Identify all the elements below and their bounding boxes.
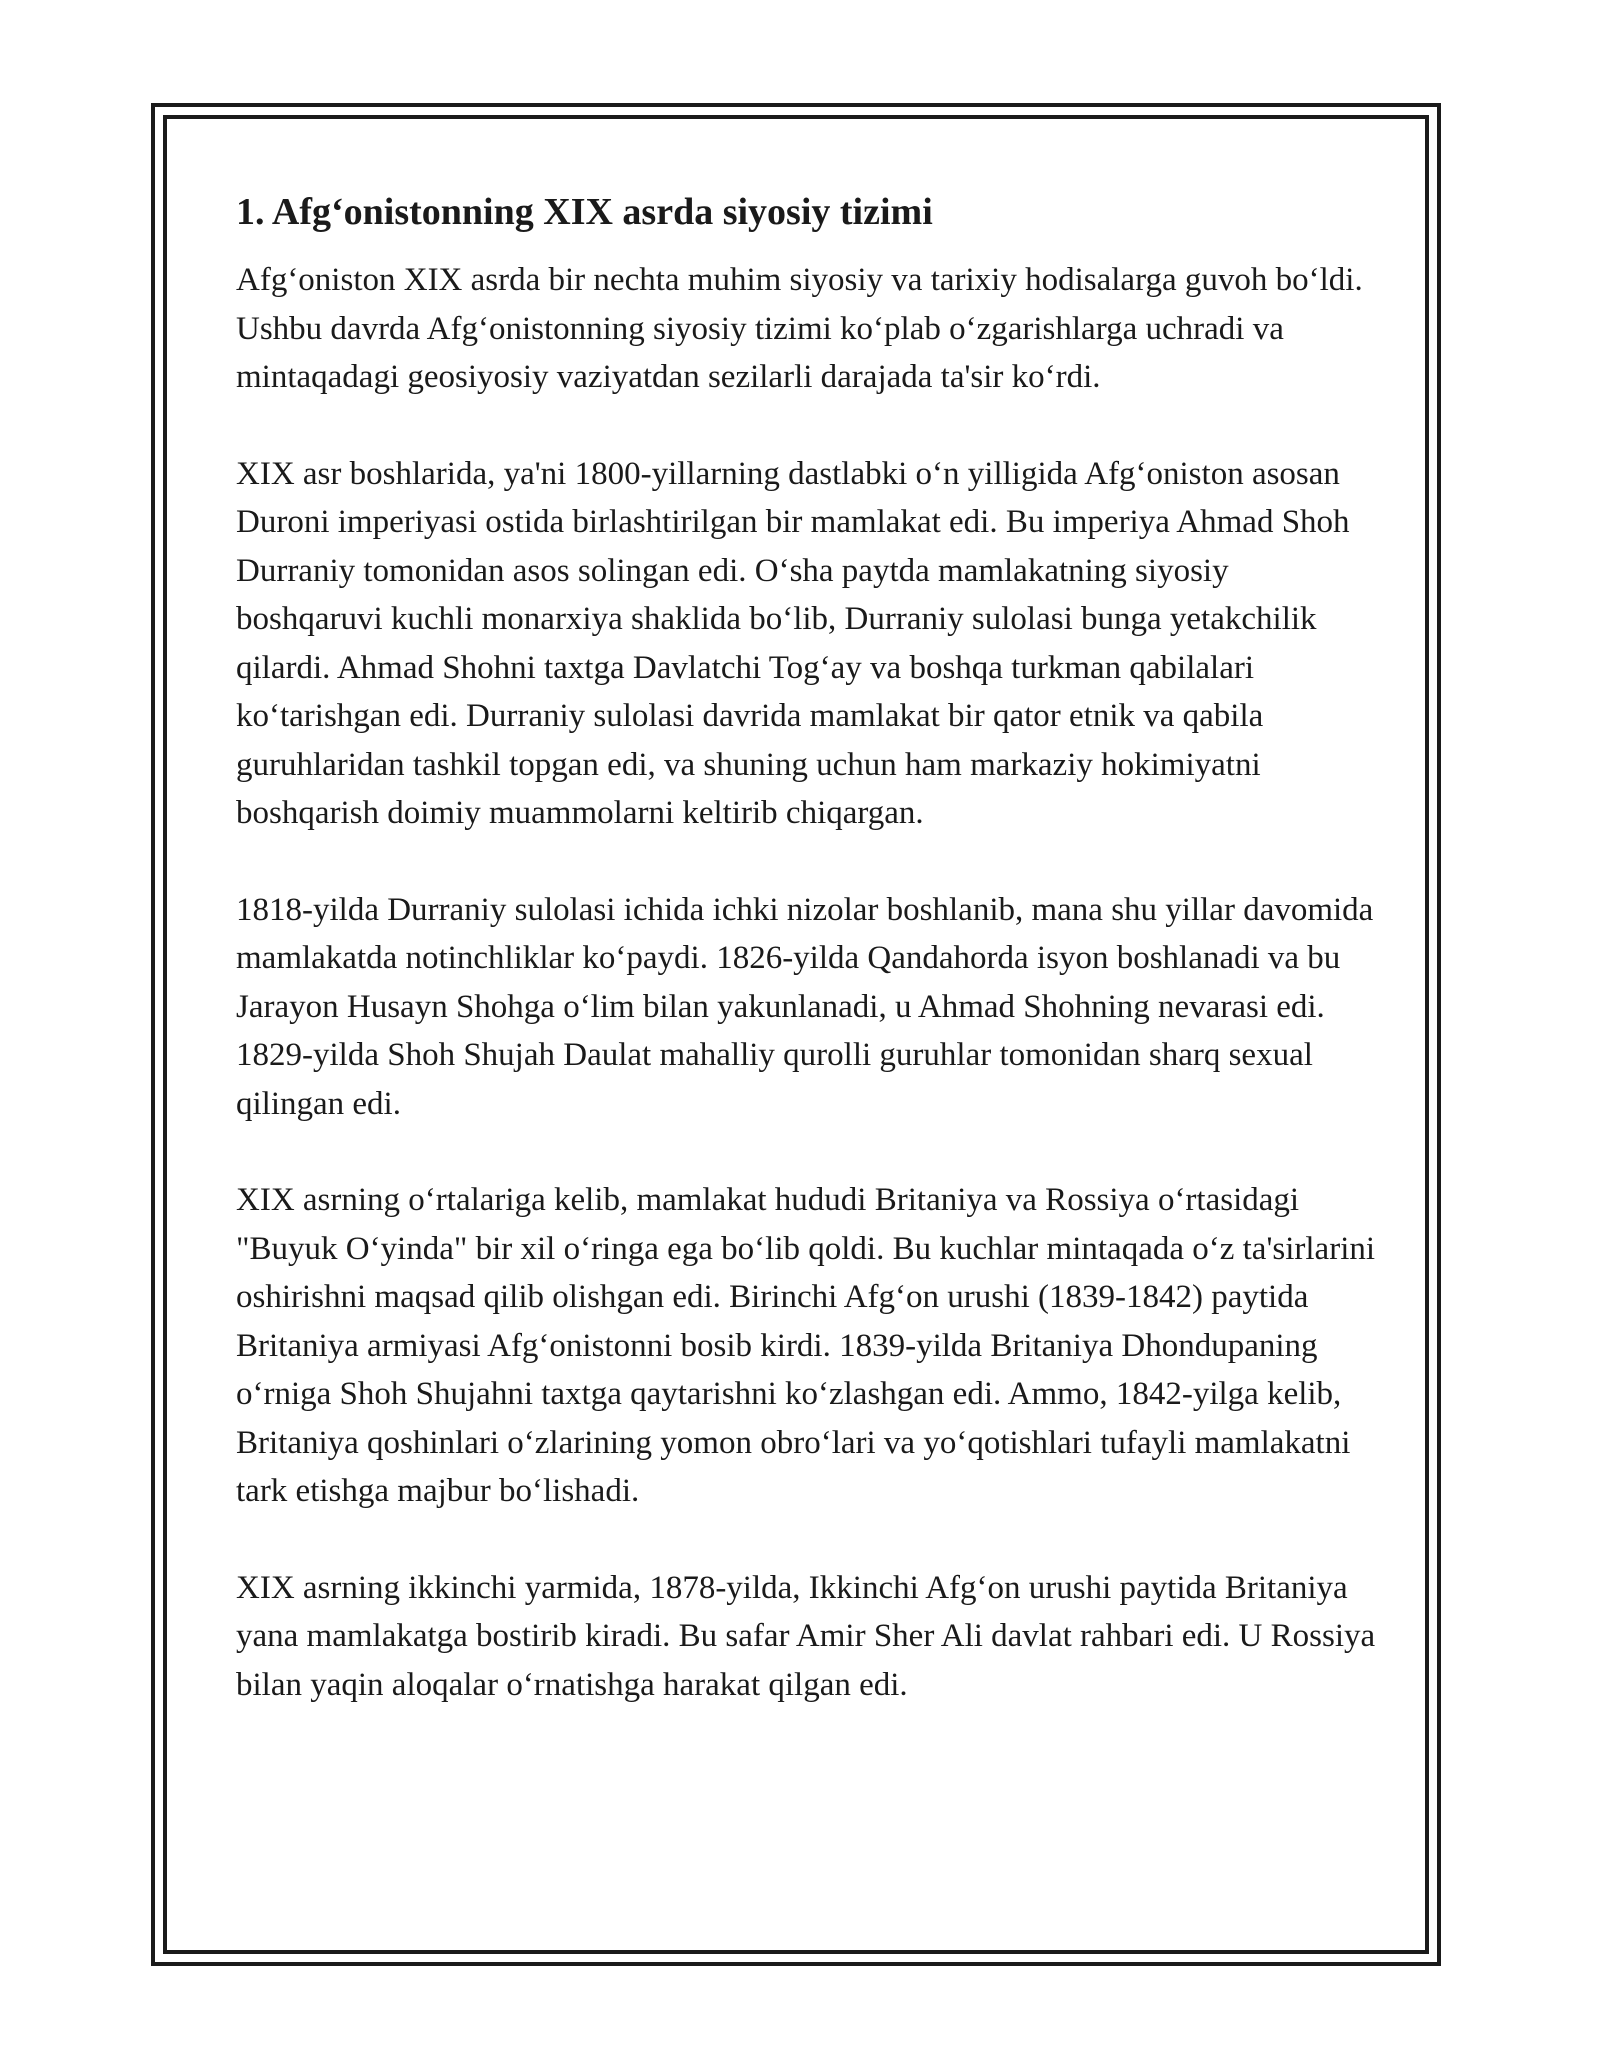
paragraph-1: Afg‘oniston XIX asrda bir nechta muhim siyosiy va tarixiy hodisalarga guvoh bo‘ldi. Ushbu davrda Afg‘onistonning siyosiy tizimi ko‘plab o‘zgarishlarga uchradi va mintaqadagi geosiyosiy vaziyatdan sezilarli darajada ta'sir ko‘rdi. [236,262,1363,395]
section-heading: 1. Afg‘onistonning XIX asrda siyosiy tizimi [236,191,933,233]
paragraph-4: XIX asrning o‘rtalariga kelib, mamlakat hududi Britaniya va Rossiya o‘rtasidagi "Buyuk O‘yinda" bir xil o‘ringa ega bo‘lib qoldi. Bu kuchlar mintaqada o‘z ta'sirlarini oshirishni maqsad qilib olishgan edi. Birinchi Afg‘on urushi (1839-1842) paytida Britaniya armiyasi Afg‘onistonni bosib kirdi. 1839-yilda Britaniya Dhondupaning o‘rniga Shoh Shujahni taxtga qaytarishni ko‘zlashgan edi. Ammo, 1842-yilga kelib, Britaniya qoshinlari o‘zlarining yomon obro‘lari va yo‘qotishlari tufayli mamlakatni tark etishga majbur bo‘lishadi. [236,1182,1376,1509]
paragraph-2: XIX asr boshlarida, ya'ni 1800-yillarning dastlabki o‘n yilligida Afg‘oniston asosan Duroni imperiyasi ostida birlashtirilgan bir mamlakat edi. Bu imperiya Ahmad Shoh Durraniy tomonidan asos solingan edi. O‘sha paytda mamlakatning siyosiy boshqaruvi kuchli monarxiya shaklida bo‘lib, Durraniy sulolasi bunga yetakchilik qilardi. Ahmad Shohni taxtga Davlatchi Tog‘ay va boshqa turkman qabilalari ko‘tarishgan edi. Durraniy sulolasi davrida mamlakat bir qator etnik va qabila guruhlaridan tashkil topgan edi, va shuning uchun ham markaziy hokimiyatni boshqarish doimiy muammolarni keltirib chiqargan. [236,455,1350,831]
paragraph-5: XIX asrning ikkinchi yarmida, 1878-yilda, Ikkinchi Afg‘on urushi paytida Britaniya yana mamlakatga bostirib kiradi. Bu safar Amir Sher Ali davlat rahbari edi. U Rossiya bilan yaqin aloqalar o‘rnatishga harakat qilgan edi. [236,1569,1376,1703]
paragraph-3: 1818-yilda Durraniy sulolasi ichida ichki nizolar boshlanib, mana shu yillar davomida mamlakatda notinchliklar ko‘paydi. 1826-yilda Qandahorda isyon boshlanadi va bu Jarayon Husayn Shohga o‘lim bilan yakunlanadi, u Ahmad Shohning nevarasi edi. 1829-yilda Shoh Shujah Daulat mahalliy qurolli guruhlar tomonidan sharq sexual qilingan edi. [236,891,1374,1122]
document-body [236,188,1376,1757]
